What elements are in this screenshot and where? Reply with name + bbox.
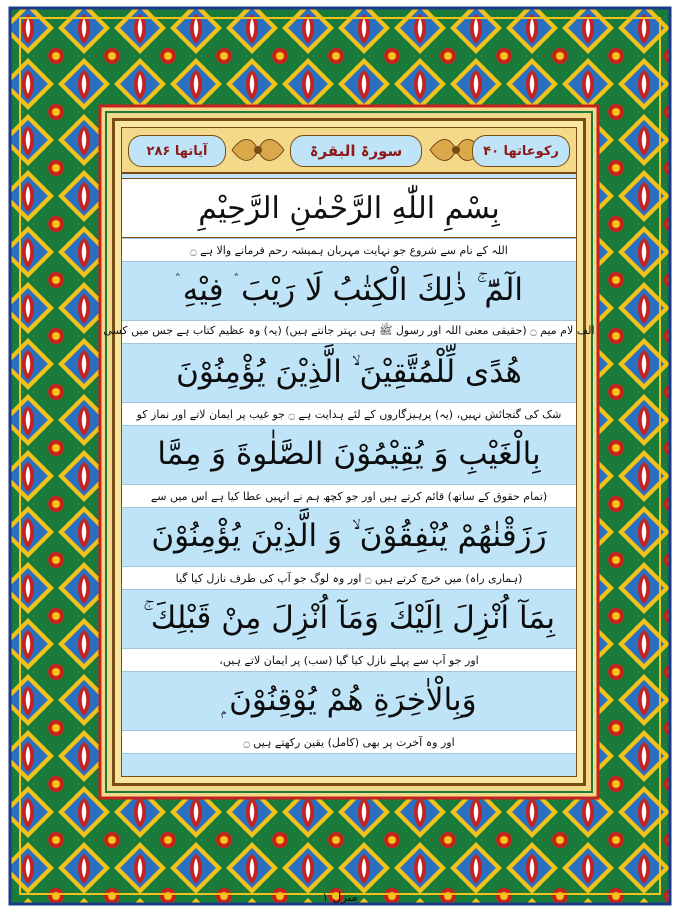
arabic-line-4: رَزَقْنٰهُمْ يُنْفِقُوْنَ ۙ وَ الَّذِيْنَ يُؤْمِنُوْنَ xyxy=(151,517,547,554)
arabic-line-6: وَبِالْاٰخِرَةِ هُمْ يُوْقِنُوْنَ ۭ xyxy=(221,681,477,718)
manzil-label: منزل ۱ xyxy=(322,890,358,904)
page-content xyxy=(103,118,595,786)
translation-line-4: (ہماری راہ) میں خرچ کرتے ہیں ۝ اور وہ لوگ جو آپ کی طرف نازل کیا گیا xyxy=(122,566,576,590)
surah-name: سورۃ البقرۃ xyxy=(290,135,422,167)
ruku-count: رکوعاتھا ۴۰ xyxy=(472,135,570,167)
translation-line-0: اللہ کے نام سے شروع جو نہایت مہربان ہمیشہ رحم فرمانے والا ہے ۝ xyxy=(122,238,576,262)
arabic-line-3: بِالْغَيْبِ وَ يُقِيْمُوْنَ الصَّلٰوةَ وَ مِمَّا xyxy=(157,436,541,472)
translation-line-5: اور جو آپ سے پہلے نازل کیا گیا (سب) پر ایمان لاتے ہیں، xyxy=(122,648,576,672)
translation-line-last: اور وہ آخرت پر بھی (کامل) یقین رکھتے ہیں ۝ xyxy=(122,730,576,754)
page-inner xyxy=(103,127,595,777)
header-ornament-icon xyxy=(228,134,288,166)
verse-count: آیاتھا ۲۸۶ xyxy=(128,135,226,167)
translation-line-1: الف لام میم ۝ (حقیقی معنی اللہ اور رسول ﷺ ہی بہتر جانتے ہیں) (یہ) وہ عظیم کتاب ہے جس میں کسی xyxy=(122,320,576,344)
arabic-line-2: هُدًى لِّلْمُتَّقِيْنَ ۙ الَّذِيْنَ يُؤْمِنُوْنَ xyxy=(176,353,522,390)
bismillah-panel xyxy=(122,178,576,238)
surah-header xyxy=(122,128,576,174)
arabic-line-5: بِمَآ اُنْزِلَ اِلَيْكَ وَمَآ اُنْزِلَ مِنْ قَبْلِكَ ۚ xyxy=(143,599,555,636)
translation-line-2: شک کی گنجائش نہیں، (یہ) پرہیزگاروں کے لئے ہدایت ہے ۝ جو غیب پر ایمان لاتے اور نماز کو xyxy=(122,402,576,426)
arabic-line-1: الٓمّٓ ۚ ذٰلِكَ الْكِتٰبُ لَا رَيْبَ ۛ فِيْهِ ۛ xyxy=(174,271,524,308)
translation-line-3: (تمام حقوق کے ساتھ) قائم کرتے ہیں اور جو کچھ ہم نے انہیں عطا کیا ہے اس میں سے xyxy=(122,484,576,508)
bismillah: بِسْمِ اللّٰهِ الرَّحْمٰنِ الرَّحِيْمِ xyxy=(198,190,500,226)
